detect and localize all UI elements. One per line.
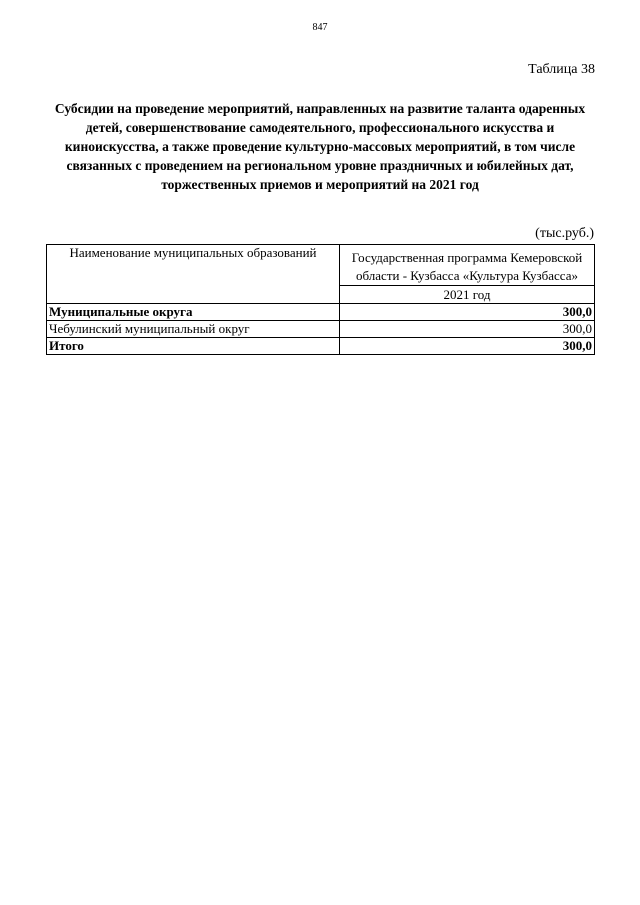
header-program: Государственная программа Кемеровской области - Кузбасса «Культура Кузбасса» (340, 245, 595, 286)
row-value: 300,0 (340, 304, 595, 321)
units-label: (тыс.руб.) (535, 226, 594, 241)
page-number: 847 (312, 22, 328, 33)
row-value: 300,0 (340, 338, 595, 355)
table-row (47, 321, 595, 338)
table-label: Таблица 38 (528, 62, 595, 77)
row-value: 300,0 (340, 321, 595, 338)
row-name: Чебулинский муниципальный округ (47, 321, 340, 338)
row-name: Итого (47, 338, 340, 355)
row-name: Муниципальные округа (47, 304, 340, 321)
table-row (47, 304, 595, 321)
document-title: Субсидии на проведение мероприятий, направленных на развитие таланта одаренных детей, совершенствование самодеятельного, профессионального искусства и киноискусства, а также проведение культурно-массовых мероприятий, в том числе связанных с проведением на региональном уровне праздничных и юбилейных дат, торжественных приемов и мероприятий на 2021 год (54, 101, 586, 192)
table-header-row (47, 245, 595, 286)
header-year: 2021 год (340, 286, 595, 304)
header-municipality-name: Наименование муниципальных образований (47, 245, 340, 304)
subsidy-table (46, 244, 595, 355)
table-row (47, 338, 595, 355)
